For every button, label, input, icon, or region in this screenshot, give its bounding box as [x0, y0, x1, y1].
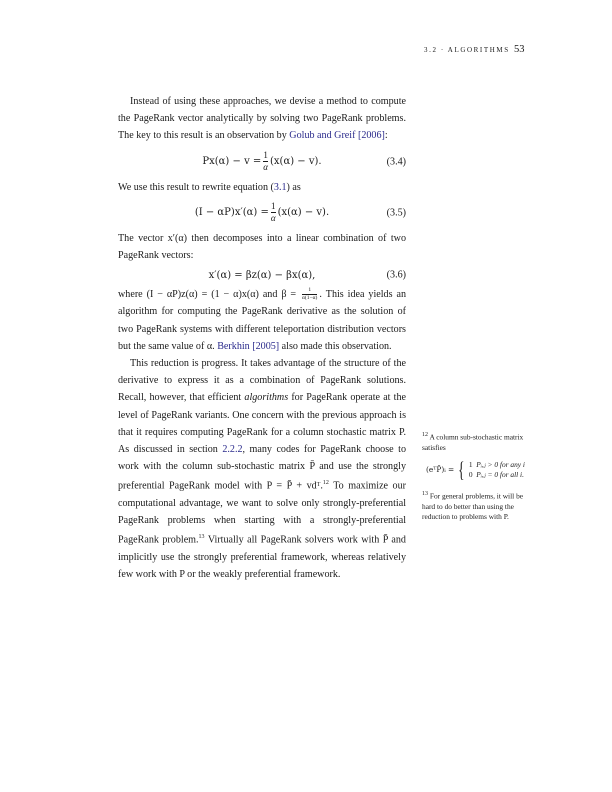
fraction	[263, 151, 268, 172]
case-2	[469, 470, 525, 481]
text: Virtually all PageRank solvers work with P̄ and implicitly use the strongly preferential framework, whereas relatively few work with P or the weakly preferential framework.	[118, 534, 406, 581]
denominator: α	[270, 213, 276, 224]
sidenote-12	[422, 430, 534, 481]
fraction	[271, 202, 276, 223]
paragraph-1	[118, 93, 406, 145]
eq-lhs: Px(α) − v =	[202, 156, 262, 167]
footnote-mark-12[interactable]: 12	[322, 480, 329, 487]
text: ) as	[286, 181, 301, 193]
equation-3-4	[118, 145, 406, 179]
text: . This idea yields an algorithm for computing the PageRank derivative as the solution of two PageRank systems with different teleportation distribution vectors but the same value of α.	[118, 289, 406, 352]
numerator: 1	[263, 150, 268, 161]
numerator: 1	[270, 201, 276, 212]
text: for PageRank operate at the level of PageRank variants. One concern with the previous approach is that it requires computing PageRank for a column stochastic matrix P. As discussed in section	[118, 392, 406, 456]
case-1	[469, 460, 525, 471]
equation-3-6	[118, 264, 406, 286]
text: where (I − αP)z(α) = (1 − α)x(α) and β =	[118, 289, 297, 301]
main-text-column	[118, 93, 406, 583]
sidenote-13	[422, 489, 534, 522]
eq-lhs: (eᵀP̄)ᵢ =	[426, 464, 455, 474]
paragraph-5	[118, 355, 406, 583]
emphasis: algorithms	[244, 392, 289, 404]
text: This reduction is progress. It takes advantage of the structure of the derivative to express it as a combination of PageRank solutions. Recall, however, that efficient	[118, 358, 406, 404]
citation-berkhin[interactable]: Berkhin [2005]	[217, 340, 280, 352]
denominator: α(1−α)	[302, 295, 318, 302]
eq-rhs: (x(α) − v).	[277, 207, 330, 219]
text: Instead of using these approaches, we devise a method to compute the PageRank vector analytically by solving two PageRank problems. The key to this result is an observation by	[118, 96, 406, 142]
text: A column sub-stochastic matrix satisfies	[422, 432, 524, 452]
equation-number: (3.4)	[386, 156, 406, 168]
equation-number: (3.5)	[386, 207, 406, 219]
sidenote-mark: 12	[422, 432, 428, 438]
sidenote-text	[422, 430, 534, 453]
left-brace: {	[458, 457, 465, 483]
equation-3-5	[118, 196, 406, 230]
text: We use this result to rewrite equation (	[118, 181, 274, 193]
cases	[469, 460, 525, 481]
sidenote-mark: 13	[422, 491, 428, 497]
paragraph-4	[118, 286, 406, 355]
eq-body: x′(α) = βz(α) − βx(α),	[208, 269, 316, 281]
text: For general problems, it will be hard to do better than using the reduction to problems with P.	[422, 491, 524, 522]
section-ref-2-2-2[interactable]: 2.2.2	[222, 444, 243, 456]
equation-number: (3.6)	[386, 269, 406, 281]
equation-ref-3-1[interactable]: 3.1	[273, 181, 287, 193]
eq-lhs: (I − αP)x′(α) =	[194, 207, 269, 219]
fraction-beta	[302, 288, 317, 302]
denominator: α	[263, 162, 269, 173]
page-header	[0, 46, 612, 60]
text: :	[384, 130, 388, 142]
case-condition: Pᵢ,ⱼ > 0 for any i	[476, 459, 525, 469]
case-value: 0	[468, 470, 473, 480]
citation-golub-greif[interactable]: Golub and Greif [2006]	[289, 130, 385, 142]
text: To maximize our computational advantage, we want to solve only strongly-preferential PageRank problems when starting with a strongly-preferential PageRank problem.	[118, 480, 406, 546]
eq-rhs: (x(α) − v).	[270, 156, 322, 167]
text: also made this observation.	[279, 340, 392, 352]
running-head: 3.2 · ALGORITHMS	[424, 46, 510, 54]
text: , many codes for PageRank choose to work with the column sub-stochastic matrix P̄ and use the strongly preferential PageRank model with P = P̄ + vdᵀ.	[118, 444, 406, 492]
paragraph-2	[118, 179, 406, 196]
page-number: 53	[514, 44, 525, 55]
numerator: 1	[308, 286, 312, 293]
case-value: 1	[468, 459, 473, 469]
sidenote-equation	[426, 459, 534, 481]
case-condition: Pᵢ,ⱼ = 0 for all i.	[476, 470, 524, 480]
footnote-mark-13[interactable]: 13	[198, 534, 205, 541]
paragraph-3: The vector x′(α) then decomposes into a linear combination of two PageRank vectors:	[118, 232, 406, 262]
